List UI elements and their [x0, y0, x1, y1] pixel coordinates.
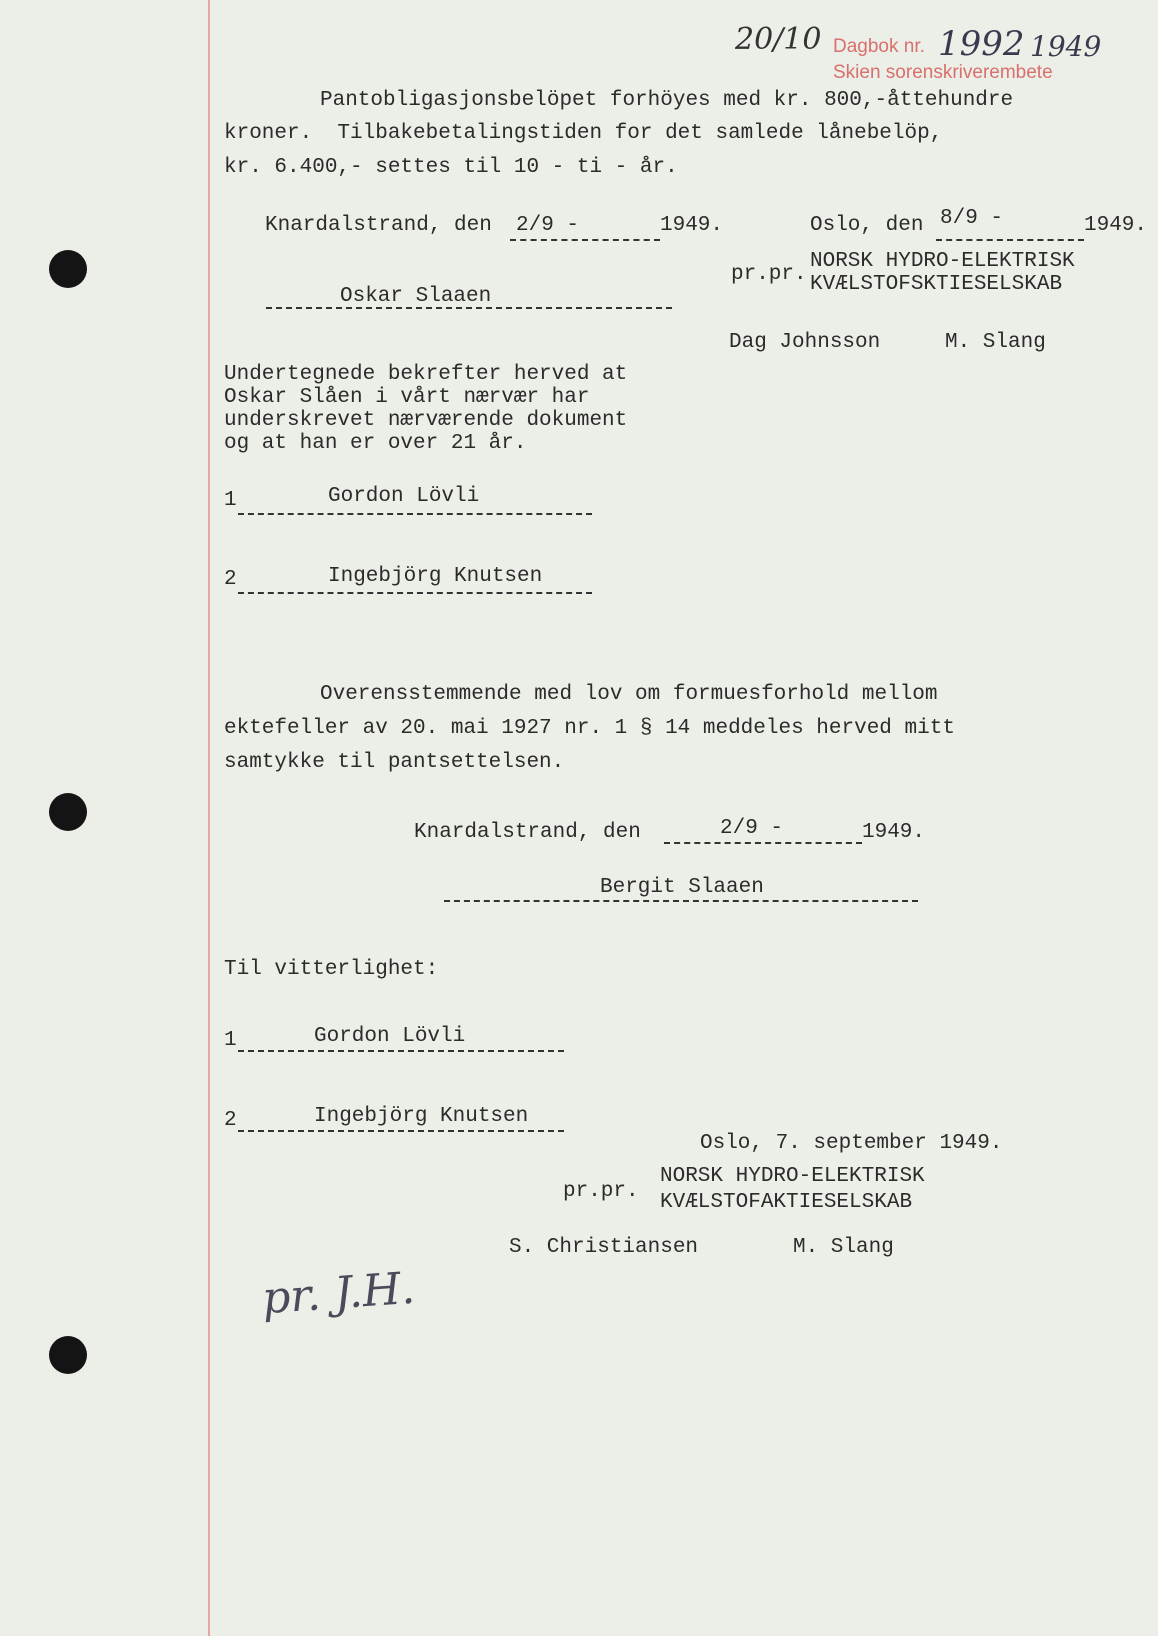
- signature-line: [266, 307, 672, 309]
- place-date-right-date: 8/9 -: [940, 207, 1004, 230]
- signature-1-name: Oskar Slaaen: [340, 285, 492, 308]
- place-date-3: Oslo, 7. september 1949.: [700, 1132, 1003, 1155]
- stamp-label: Dagbok nr.: [833, 36, 925, 57]
- place-date-left-year: 1949.: [660, 214, 724, 237]
- witness-name: Ingebjörg Knutsen: [314, 1105, 529, 1128]
- witness-name: Ingebjörg Knutsen: [328, 565, 543, 588]
- company-2-signer-2: M. Slang: [793, 1236, 894, 1259]
- company-1-line-1: NORSK HYDRO-ELEKTRISK: [810, 250, 1075, 273]
- witness-number: 1: [224, 1029, 237, 1052]
- paragraph-2-line-1: Overensstemmende med lov om formuesforhold mellom: [320, 683, 938, 706]
- stamp-number: 1992: [938, 24, 1025, 64]
- witness-statement-line-1: Undertegnede bekrefter herved at: [224, 363, 628, 386]
- signature-line: [238, 513, 592, 515]
- signature-line: [238, 1050, 564, 1052]
- per-procura-2: pr.pr.: [563, 1180, 639, 1203]
- witness-statement-line-4: og at han er over 21 år.: [224, 432, 527, 455]
- signature-line: [238, 1130, 564, 1132]
- punch-hole: [49, 793, 87, 831]
- margin-line: [208, 0, 210, 1636]
- date-line: [664, 842, 862, 844]
- date-note: 20/10: [735, 22, 822, 57]
- paragraph-2-line-2: ektefeller av 20. mai 1927 nr. 1 § 14 meddeles herved mitt: [224, 717, 955, 740]
- paragraph-1-line-1: Pantobligasjonsbelöpet forhöyes med kr. 800,-åttehundre: [320, 89, 1014, 112]
- witness-number: 2: [224, 1109, 237, 1132]
- witness-number: 2: [224, 568, 237, 591]
- place-date-2-prefix: Knardalstrand, den: [414, 821, 641, 844]
- company-1-signer-1: Dag Johnsson: [729, 331, 881, 354]
- punch-hole: [49, 1336, 87, 1374]
- place-date-2-date: 2/9 -: [720, 817, 784, 840]
- company-2-line-1: NORSK HYDRO-ELEKTRISK: [660, 1165, 925, 1188]
- witness-name: Gordon Lövli: [328, 485, 480, 508]
- paragraph-1-line-2: kroner. Tilbakebetalingstiden for det samlede lånebelöp,: [224, 122, 943, 145]
- stamp-year: 1949: [1030, 30, 1102, 63]
- witness-number: 1: [224, 489, 237, 512]
- punch-hole: [49, 250, 87, 288]
- signature-2-name: Bergit Slaaen: [600, 876, 764, 899]
- company-1-line-2: KVÆLSTOFSKTIESELSKAB: [810, 273, 1063, 296]
- signature-line: [444, 900, 918, 902]
- company-2-line-2: KVÆLSTOFAKTIESELSKAB: [660, 1191, 913, 1214]
- paragraph-2-line-3: samtykke til pantsettelsen.: [224, 751, 565, 774]
- date-line: [936, 239, 1084, 241]
- signature-line: [238, 592, 592, 594]
- company-2-signer-1: S. Christiansen: [509, 1236, 699, 1259]
- date-line: [510, 239, 660, 241]
- place-date-2-year: 1949.: [862, 821, 926, 844]
- stamp-office: Skien sorenskriverembete: [833, 62, 1053, 83]
- place-date-left-prefix: Knardalstrand, den: [265, 214, 492, 237]
- witness-name: Gordon Lövli: [314, 1025, 466, 1048]
- place-date-right-year: 1949.: [1084, 214, 1148, 237]
- paragraph-1-line-3: kr. 6.400,- settes til 10 - ti - år.: [224, 156, 678, 179]
- witness-statement-line-3: underskrevet nærværende dokument: [224, 409, 628, 432]
- per-procura-1: pr.pr.: [731, 263, 807, 286]
- witness-statement-line-2: Oskar Slåen i vårt nærvær har: [224, 386, 590, 409]
- handwritten-initials: pr. J.H.: [260, 1262, 417, 1325]
- witness-heading: Til vitterlighet:: [224, 958, 439, 981]
- place-date-right-prefix: Oslo, den: [810, 214, 924, 237]
- company-1-signer-2: M. Slang: [945, 331, 1046, 354]
- place-date-left-date: 2/9 -: [516, 214, 580, 237]
